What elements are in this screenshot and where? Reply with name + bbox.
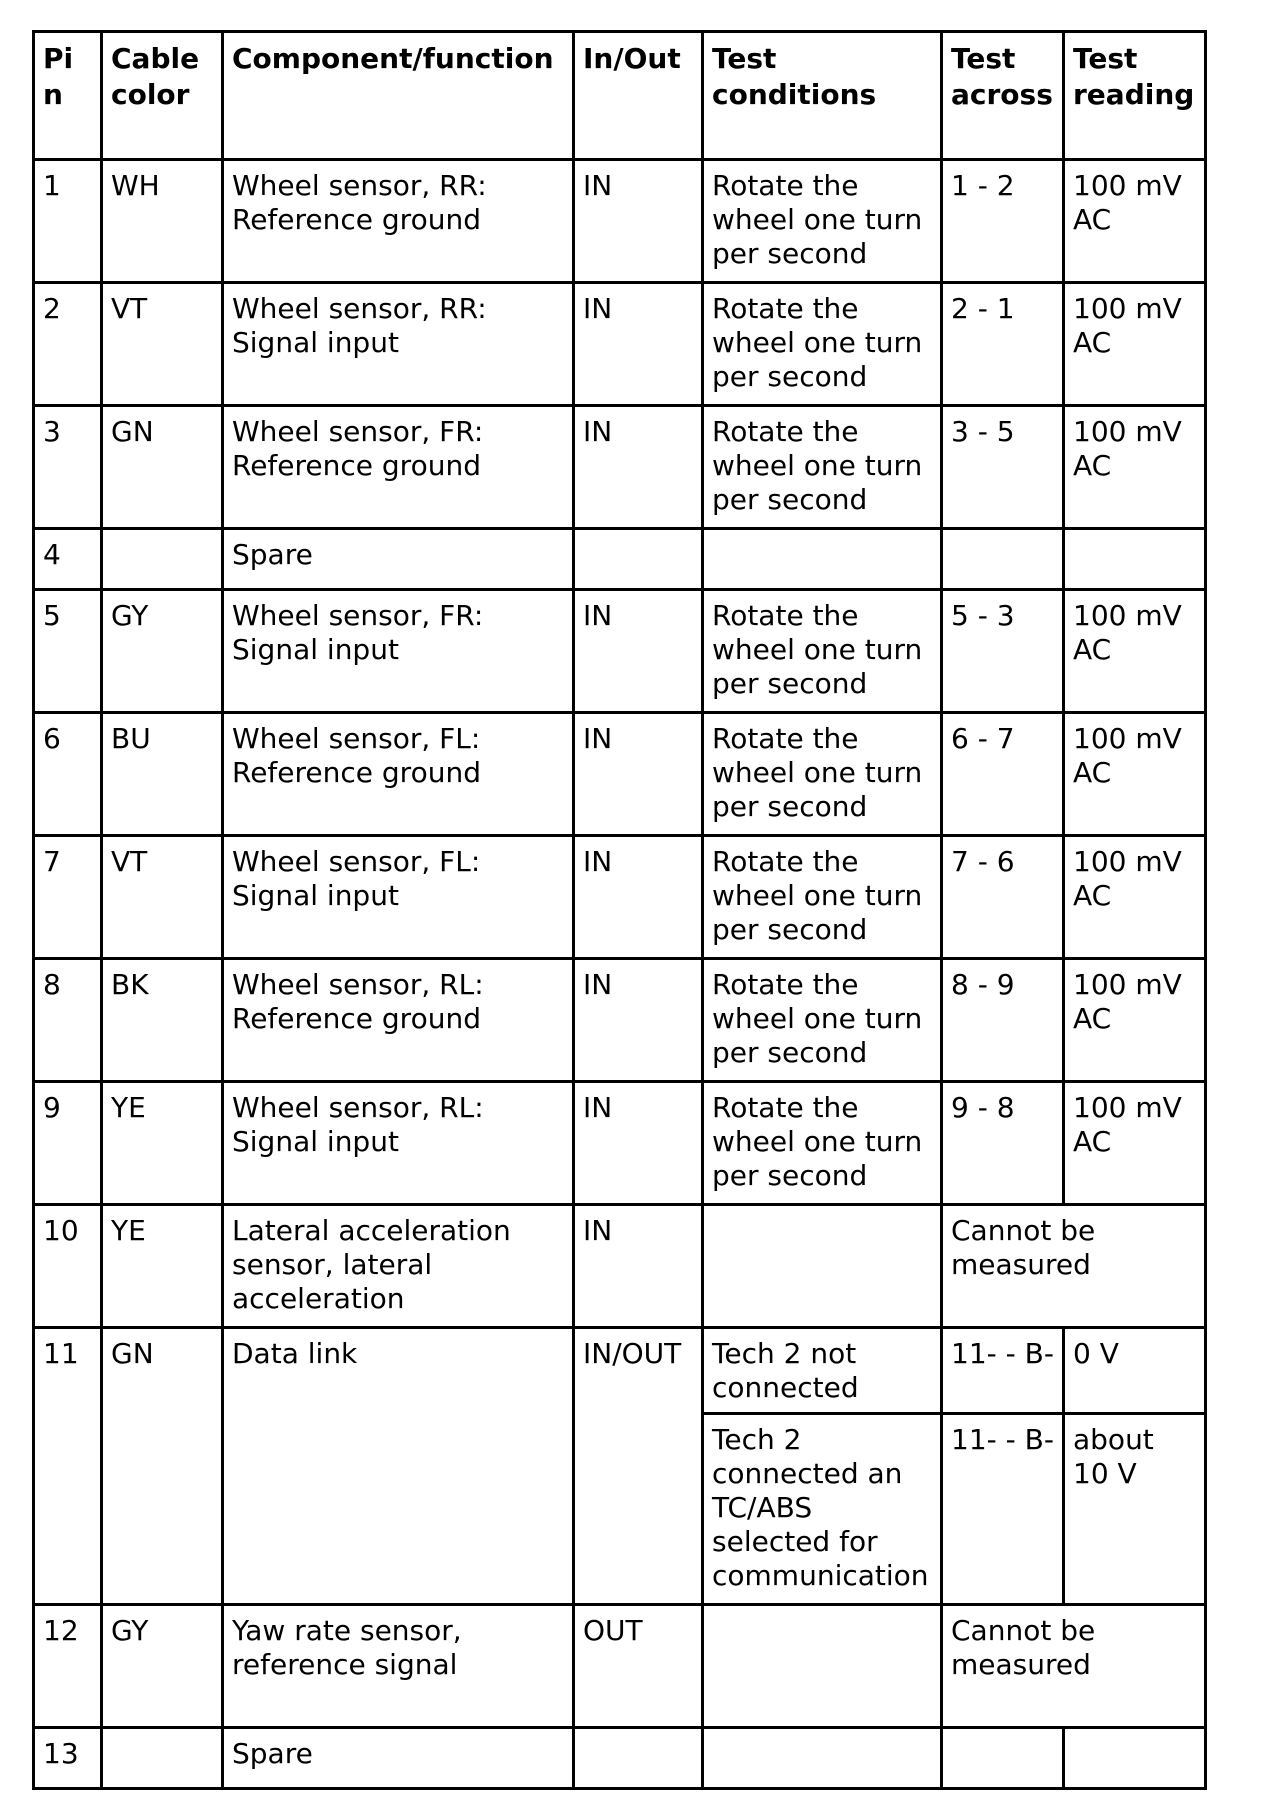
test-across-cell: 11- - B- — [942, 1328, 1064, 1414]
cable-color-cell: GY — [102, 590, 223, 713]
component-cell: Wheel sensor, FR: Signal input — [223, 590, 574, 713]
table-row — [34, 836, 1206, 959]
pin-cell: 4 — [34, 529, 102, 590]
pin-cell: 7 — [34, 836, 102, 959]
test-conditions-cell — [703, 1205, 942, 1328]
table-row — [34, 590, 1206, 713]
measure-note-cell: Cannot be measured — [942, 1205, 1206, 1328]
test-reading-cell: 100 mV AC — [1064, 1082, 1206, 1205]
test-reading-cell: 100 mV AC — [1064, 836, 1206, 959]
component-cell: Wheel sensor, FL: Reference ground — [223, 713, 574, 836]
component-cell: Wheel sensor, RR: Reference ground — [223, 160, 574, 283]
test-across-cell: 1 - 2 — [942, 160, 1064, 283]
test-conditions-cell: Rotate the wheel one turn per second — [703, 160, 942, 283]
in-out-cell — [574, 529, 703, 590]
test-conditions-cell: Rotate the wheel one turn per second — [703, 283, 942, 406]
pin-cell: 12 — [34, 1605, 102, 1728]
in-out-cell: IN — [574, 406, 703, 529]
table-row — [34, 1605, 1206, 1728]
test-across-cell — [942, 1728, 1064, 1789]
measure-note-cell: Cannot be measured — [942, 1605, 1206, 1728]
cable-color-cell — [102, 1728, 223, 1789]
pin-assignment-table — [32, 30, 1207, 1790]
in-out-cell: IN — [574, 836, 703, 959]
test-across-cell: 5 - 3 — [942, 590, 1064, 713]
cable-color-cell: VT — [102, 836, 223, 959]
cable-color-cell: VT — [102, 283, 223, 406]
test-across-cell — [942, 529, 1064, 590]
cable-color-cell: BK — [102, 959, 223, 1082]
in-out-cell — [574, 1728, 703, 1789]
pin-cell: 5 — [34, 590, 102, 713]
test-reading-cell — [1064, 529, 1206, 590]
in-out-cell: IN — [574, 1082, 703, 1205]
test-reading-cell: 100 mV AC — [1064, 160, 1206, 283]
in-out-cell: IN — [574, 590, 703, 713]
table-row — [34, 959, 1206, 1082]
header-pin: Pin — [34, 32, 102, 160]
cable-color-cell: GY — [102, 1605, 223, 1728]
pin-cell: 10 — [34, 1205, 102, 1328]
test-reading-cell — [1064, 1728, 1206, 1789]
in-out-cell: OUT — [574, 1605, 703, 1728]
header-component: Component/function — [223, 32, 574, 160]
test-across-cell: 6 - 7 — [942, 713, 1064, 836]
header-test-conditions: Test conditions — [703, 32, 942, 160]
cable-color-cell — [102, 529, 223, 590]
pin-cell: 3 — [34, 406, 102, 529]
test-across-cell: 8 - 9 — [942, 959, 1064, 1082]
test-reading-cell: 100 mV AC — [1064, 713, 1206, 836]
in-out-cell: IN/OUT — [574, 1328, 703, 1605]
component-cell: Wheel sensor, RL: Reference ground — [223, 959, 574, 1082]
component-cell: Wheel sensor, FL: Signal input — [223, 836, 574, 959]
header-test-across: Test across — [942, 32, 1064, 160]
pin-cell: 9 — [34, 1082, 102, 1205]
in-out-cell: IN — [574, 713, 703, 836]
test-across-cell: 2 - 1 — [942, 283, 1064, 406]
table-row — [34, 1328, 1206, 1414]
table-row — [34, 283, 1206, 406]
table-row — [34, 1728, 1206, 1789]
test-conditions-cell — [703, 1605, 942, 1728]
test-across-cell: 3 - 5 — [942, 406, 1064, 529]
pin-cell: 13 — [34, 1728, 102, 1789]
cable-color-cell: GN — [102, 406, 223, 529]
test-across-cell: 7 - 6 — [942, 836, 1064, 959]
component-cell: Data link — [223, 1328, 574, 1605]
component-cell: Wheel sensor, RR: Signal input — [223, 283, 574, 406]
table-row — [34, 1205, 1206, 1328]
pin-cell: 6 — [34, 713, 102, 836]
test-across-cell: 9 - 8 — [942, 1082, 1064, 1205]
table-row — [34, 713, 1206, 836]
test-conditions-cell: Tech 2 connected an TC/ABS selected for communication — [703, 1414, 942, 1605]
component-cell: Spare — [223, 1728, 574, 1789]
header-test-reading: Test reading — [1064, 32, 1206, 160]
test-reading-cell: 100 mV AC — [1064, 406, 1206, 529]
cable-color-cell: WH — [102, 160, 223, 283]
header-in-out: In/Out — [574, 32, 703, 160]
component-cell: Spare — [223, 529, 574, 590]
in-out-cell: IN — [574, 959, 703, 1082]
component-cell: Lateral acceleration sensor, lateral acceleration — [223, 1205, 574, 1328]
in-out-cell: IN — [574, 160, 703, 283]
component-cell: Wheel sensor, RL: Signal input — [223, 1082, 574, 1205]
table-row — [34, 529, 1206, 590]
test-conditions-cell: Rotate the wheel one turn per second — [703, 713, 942, 836]
test-conditions-cell — [703, 1728, 942, 1789]
test-reading-cell: 100 mV AC — [1064, 590, 1206, 713]
test-reading-cell: 0 V — [1064, 1328, 1206, 1414]
test-reading-cell: about 10 V — [1064, 1414, 1206, 1605]
component-cell: Yaw rate sensor, reference signal — [223, 1605, 574, 1728]
cable-color-cell: YE — [102, 1082, 223, 1205]
pin-cell: 1 — [34, 160, 102, 283]
test-conditions-cell: Rotate the wheel one turn per second — [703, 959, 942, 1082]
test-conditions-cell: Rotate the wheel one turn per second — [703, 406, 942, 529]
test-reading-cell: 100 mV AC — [1064, 959, 1206, 1082]
cable-color-cell: GN — [102, 1328, 223, 1605]
header-row — [34, 32, 1206, 160]
table-row — [34, 1082, 1206, 1205]
header-cable-color: Cable color — [102, 32, 223, 160]
table-row — [34, 160, 1206, 283]
pin-cell: 8 — [34, 959, 102, 1082]
test-conditions-cell: Rotate the wheel one turn per second — [703, 590, 942, 713]
test-conditions-cell: Rotate the wheel one turn per second — [703, 836, 942, 959]
component-cell: Wheel sensor, FR: Reference ground — [223, 406, 574, 529]
in-out-cell: IN — [574, 1205, 703, 1328]
test-conditions-cell: Rotate the wheel one turn per second — [703, 1082, 942, 1205]
test-across-cell: 11- - B- — [942, 1414, 1064, 1605]
pin-cell: 11 — [34, 1328, 102, 1605]
cable-color-cell: YE — [102, 1205, 223, 1328]
table-row — [34, 406, 1206, 529]
test-reading-cell: 100 mV AC — [1064, 283, 1206, 406]
pin-cell: 2 — [34, 283, 102, 406]
in-out-cell: IN — [574, 283, 703, 406]
test-conditions-cell — [703, 529, 942, 590]
test-conditions-cell: Tech 2 not connected — [703, 1328, 942, 1414]
cable-color-cell: BU — [102, 713, 223, 836]
